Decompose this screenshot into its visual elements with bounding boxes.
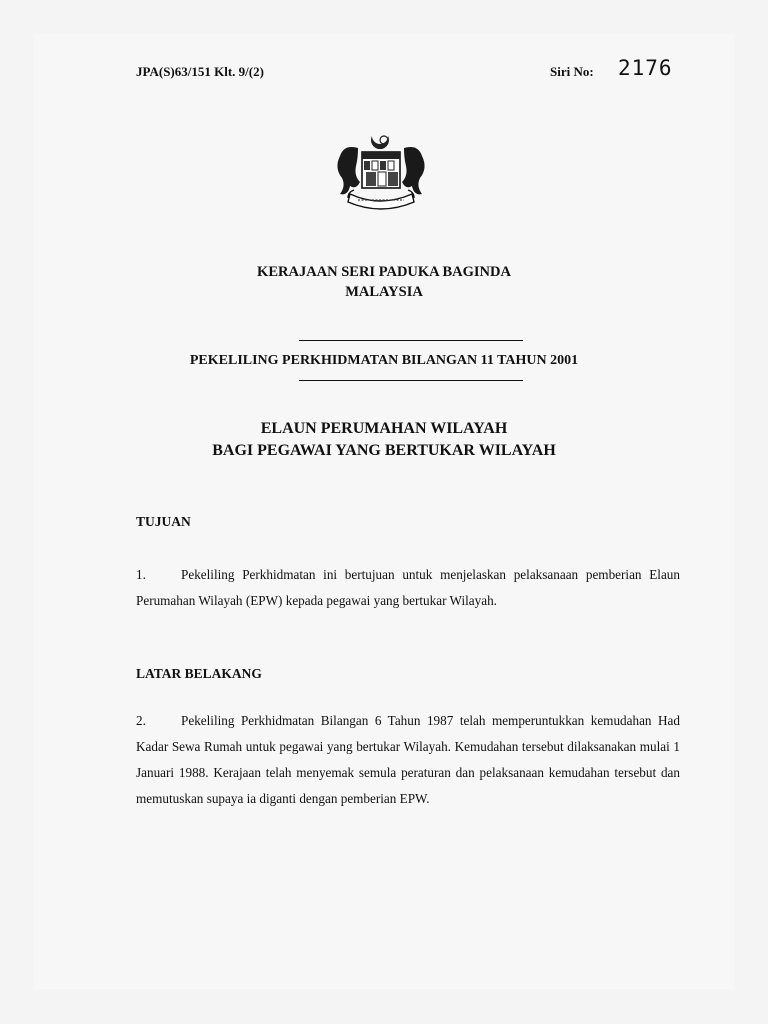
divider-top xyxy=(299,340,523,341)
divider-bottom xyxy=(299,380,523,381)
subject-line-1: ELAUN PERUMAHAN WILAYAH xyxy=(260,420,508,437)
circular-title: PEKELILING PERKHIDMATAN BILANGAN 11 TAHUN 2001 xyxy=(189,353,579,368)
paragraph-number: 2. xyxy=(136,713,146,728)
paragraph-2 xyxy=(136,708,680,812)
serial-label: Siri No: xyxy=(550,64,594,79)
section-heading-latar-belakang: LATAR BELAKANG xyxy=(136,666,262,681)
serial-number: 2176 xyxy=(618,56,673,80)
malaysia-coat-of-arms-icon xyxy=(328,130,434,214)
government-line-1: KERAJAAN SERI PADUKA BAGINDA xyxy=(257,264,511,280)
paragraph-number: 1. xyxy=(136,567,146,582)
government-line-2: MALAYSIA xyxy=(345,284,423,300)
paragraph-text: Pekeliling Perkhidmatan Bilangan 6 Tahun 1987 telah memperuntukkan kemudahan Had Kadar Sewa Rumah untuk pegawai yang bertukar Wilayah. Kemudahan tersebut dilaksanakan mulai 1 Januari 1988. Kerajaan telah menyemak semula peraturan dan pelaksanaan kemudahan tersebut dan memutuskan supaya ia diganti dengan pemberian EPW. xyxy=(136,713,680,806)
paragraph-1 xyxy=(136,562,680,614)
paragraph-text: Pekeliling Perkhidmatan ini bertujuan untuk menjelaskan pelaksanaan pemberian Elaun Perumahan Wilayah (EPW) kepada pegawai yang bertukar Wilayah. xyxy=(136,567,680,608)
subject-line-2: BAGI PEGAWAI YANG BERTUKAR WILAYAH xyxy=(212,442,556,459)
section-heading-tujuan: TUJUAN xyxy=(136,514,191,529)
reference-number: JPA(S)63/151 Klt. 9/(2) xyxy=(136,64,264,79)
